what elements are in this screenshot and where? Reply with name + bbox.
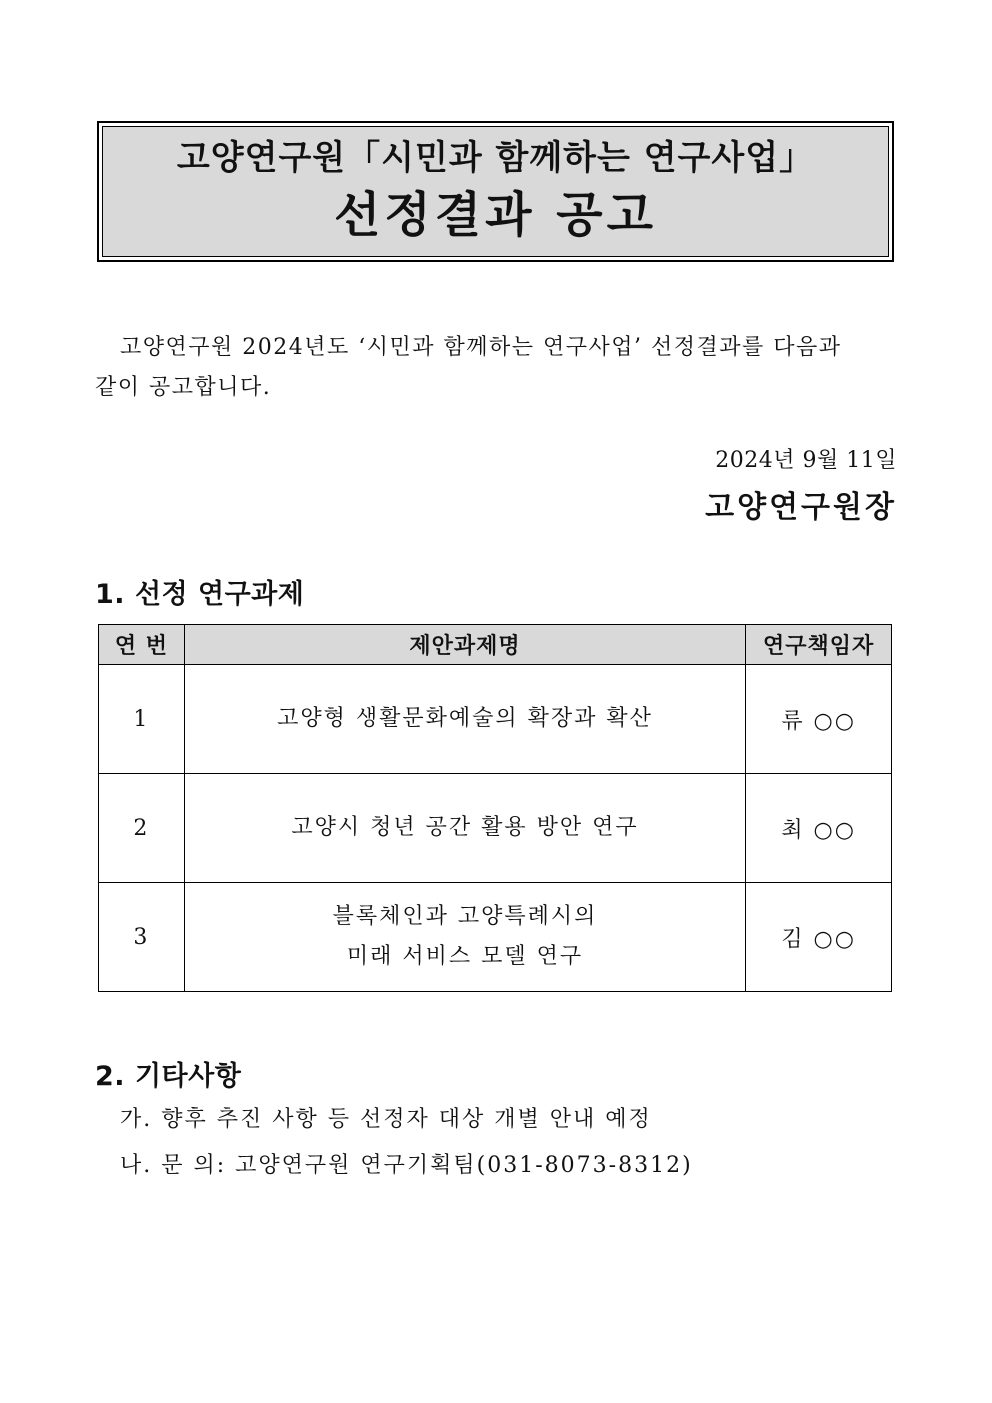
intro-paragraph bbox=[95, 328, 897, 408]
table-header-row bbox=[99, 625, 892, 665]
row-project-title bbox=[184, 774, 745, 883]
row-project-title bbox=[184, 665, 745, 774]
row-lead-researcher: 최 ○○ bbox=[746, 774, 892, 883]
title-panel bbox=[102, 126, 889, 257]
row-lead-researcher: 김 ○○ bbox=[746, 883, 892, 992]
project-title-line: 고양시 청년 공간 활용 방안 연구 bbox=[291, 815, 639, 840]
note-item: 나. 문 의: 고양연구원 연구기획팀(031-8073-8312) bbox=[120, 1153, 693, 1178]
section-heading-other-matters: 2. 기타사항 bbox=[95, 1061, 242, 1092]
header-lead-researcher: 연구책임자 bbox=[746, 625, 892, 665]
project-title-line: 고양형 생활문화예술의 확장과 확산 bbox=[277, 706, 653, 731]
note-item: 가. 향후 추진 사항 등 선정자 대상 개별 안내 예정 bbox=[120, 1107, 652, 1132]
row-lead-researcher: 류 ○○ bbox=[746, 665, 892, 774]
header-number: 연 번 bbox=[99, 625, 185, 665]
selected-projects-table bbox=[98, 624, 892, 992]
other-matters-list bbox=[120, 1100, 693, 1192]
project-title-line-2: 미래 서비스 모델 연구 bbox=[346, 944, 584, 969]
project-title-line: 블록체인과 고양특례시의 bbox=[332, 904, 598, 929]
announcement-title: 고양연구원「시민과 함께하는 연구사업」 bbox=[176, 138, 815, 179]
row-number: 1 bbox=[99, 665, 185, 774]
section-heading-selected-projects: 1. 선정 연구과제 bbox=[95, 579, 305, 610]
intro-line-1: 고양연구원 2024년도 ‘시민과 함께하는 연구사업’ 선정결과를 다음과 bbox=[120, 335, 842, 360]
row-number: 3 bbox=[99, 883, 185, 992]
header-project-title: 제안과제명 bbox=[184, 625, 745, 665]
signer-name: 고양연구원장 bbox=[705, 490, 897, 525]
row-number: 2 bbox=[99, 774, 185, 883]
table-row bbox=[99, 665, 892, 774]
table-row bbox=[99, 883, 892, 992]
announcement-date: 2024년 9월 11일 bbox=[715, 448, 897, 473]
announcement-title-box bbox=[97, 121, 894, 262]
announcement-subtitle: 선정결과 공고 bbox=[334, 186, 657, 243]
row-project-title bbox=[184, 883, 745, 992]
table-row bbox=[99, 774, 892, 883]
intro-line-2: 같이 공고합니다. bbox=[95, 375, 272, 400]
